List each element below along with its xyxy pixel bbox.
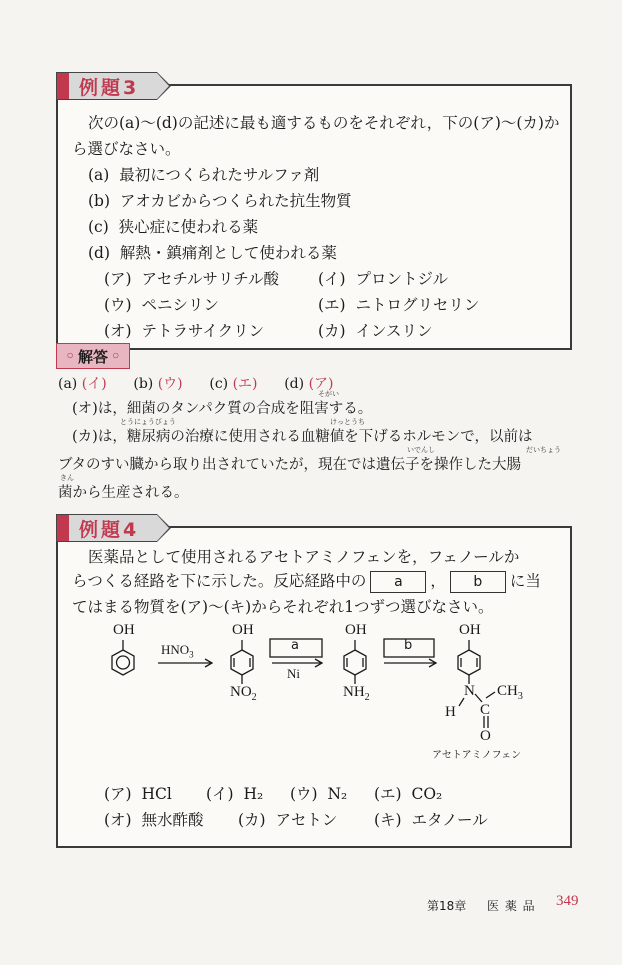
ruby-kin: きん xyxy=(60,474,74,482)
ruby-daichou: だいちょう xyxy=(526,446,561,454)
ex3-choice-a: (ア) アセチルサリチル酸 xyxy=(104,270,279,288)
ni-label: Ni xyxy=(287,666,300,681)
nitrophenol-oh: OH xyxy=(232,622,254,638)
ex3-choice-i: (イ) プロントジル xyxy=(318,270,449,288)
phenol-oh: OH xyxy=(113,622,135,638)
scheme-box-b-label: b xyxy=(404,638,413,653)
acetaminophen-o: O xyxy=(480,728,491,744)
ex4-question-line-1: 医薬品として使用されるアセトアミノフェンを，フェノールか xyxy=(88,548,520,566)
nitrophenol-no2: $NO_2$ xyxy=(230,684,257,703)
ex3-choice-e: (エ) ニトログリセリン xyxy=(318,296,480,314)
ex4-opt-o: (オ) 無水酢酸 xyxy=(104,811,204,829)
ruby-sogai: そがい xyxy=(318,390,339,398)
answer-line-4: 菌から生産される。 xyxy=(58,485,189,501)
answer-row: (a) (イ) (b) (ウ) (c) (エ) (d) (ア) xyxy=(58,376,334,392)
ex3-choice-o-line: (オ) テトラサイクリン xyxy=(104,322,265,340)
ex3-item-b: (b) アオカビからつくられた抗生物質 xyxy=(88,192,352,210)
aminophenol-oh: OH xyxy=(345,622,367,638)
ruby-idenshi: いでんし xyxy=(407,446,435,454)
acetaminophen-n: N xyxy=(464,683,475,699)
acetaminophen-caption: アセトアミノフェン xyxy=(432,750,522,761)
slot-b: b xyxy=(450,571,506,593)
page-number: 349 xyxy=(556,893,579,909)
footer-title: 医 薬 品 xyxy=(487,899,536,913)
example-3-title: 例題3 xyxy=(79,76,140,99)
ex4-opt-ki: (キ) エタノール xyxy=(374,811,488,829)
ruby-kettouchi: けっとうち xyxy=(330,418,365,426)
acetaminophen-oh: OH xyxy=(459,622,481,638)
ex4-opt-ka: (カ) アセトン xyxy=(238,811,338,829)
answer-line-1: (オ)は，細菌のタンパク質の合成を阻害する。 xyxy=(72,401,373,417)
ex4-question-line-3: てはまる物質を(ア)～(キ)からそれぞれ1つずつ選びなさい。 xyxy=(72,598,494,616)
answer-line-2: (カ)は，糖尿病の治療に使用される血糖値を下げるホルモンで，以前は xyxy=(72,429,533,445)
acetaminophen-h: H xyxy=(445,704,456,720)
acetaminophen-c: C xyxy=(480,702,491,718)
hno3-label: $HNO_3$ xyxy=(161,642,194,660)
example-4-title: 例題4 xyxy=(79,518,140,541)
phenol-ring xyxy=(112,650,134,675)
scheme-box-a-label: a xyxy=(291,638,299,653)
ex4-question-line-2: らつくる経路を下に示した。反応経路中の a ， b に当 xyxy=(72,569,541,593)
aminophenol-nh2: $NH_2$ xyxy=(343,684,370,703)
ex4-opt-e: (エ) CO₂ xyxy=(374,785,443,803)
ex3-item-a: (a) 最初につくられたサルファ剤 xyxy=(88,166,320,184)
ex3-choice-u: (ウ) ペニシリン xyxy=(104,296,219,314)
footer-chapter: 第18章 xyxy=(427,899,467,913)
ex3-choice-ka: (カ) インスリン xyxy=(318,322,433,340)
slot-a: a xyxy=(370,571,426,593)
ex3-question-line-1: 次の(a)～(d)の記述に最も適するものをそれぞれ，下の(ア)～(カ)か xyxy=(88,114,560,132)
ex4-opt-u: (ウ) N₂ xyxy=(290,785,348,803)
answer-line-3: ブタのすい臓から取り出されていたが，現在では遺伝子を操作した大腸 xyxy=(58,457,521,473)
answer-badge: ◦ 解答 ◦ xyxy=(56,343,130,369)
ex3-question-line-2: ら選びなさい。 xyxy=(72,140,181,158)
ex3-item-d: (d) 解熱・鎮痛剤として使われる薬 xyxy=(88,244,337,262)
ex4-opt-i: (イ) H₂ xyxy=(206,785,264,803)
ex3-item-c: (c) 狭心症に使われる薬 xyxy=(88,218,259,236)
ex4-opt-a: (ア) HCl xyxy=(104,785,172,803)
ruby-tounyoubyou: とうにょうびょう xyxy=(120,418,176,426)
acetaminophen-ch3: $CH_3$ xyxy=(497,683,523,702)
